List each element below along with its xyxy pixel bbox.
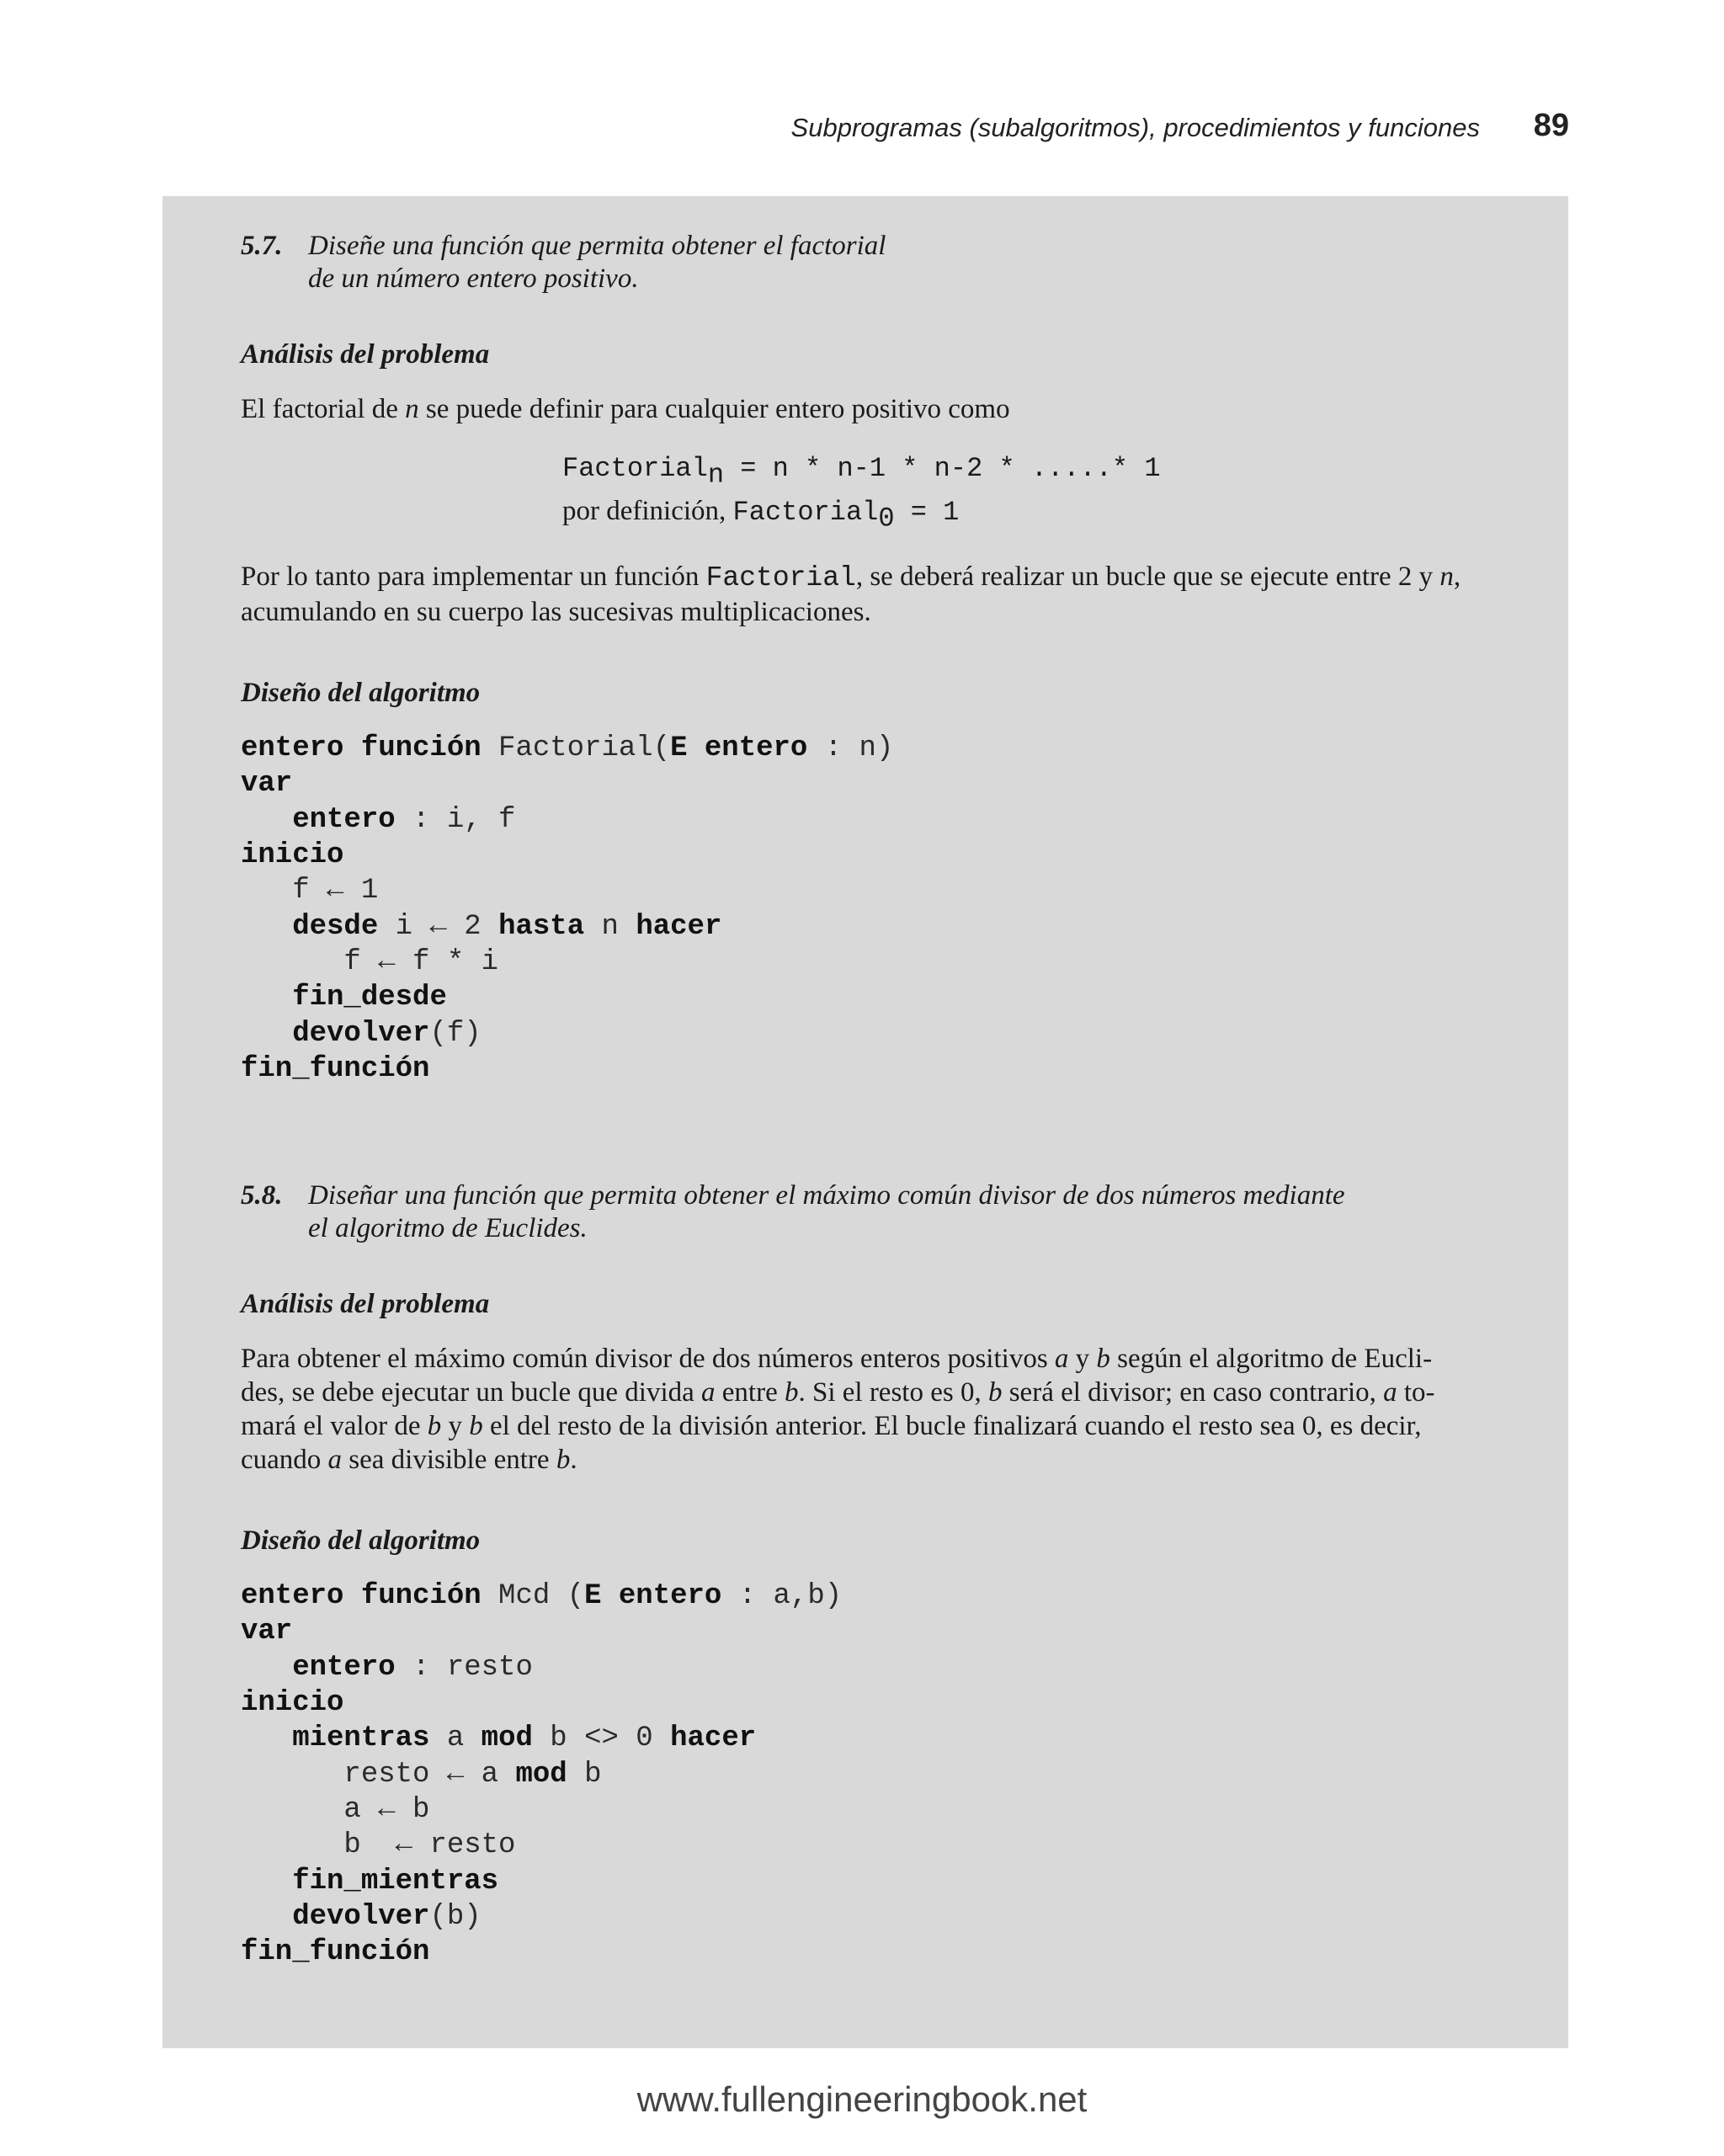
factorial-formula: Factorial$_n$ = n * n-1 * n-2 * .....* 1 por definición, Factorial$_0$ = 1 bbox=[562, 453, 1161, 535]
exercise-5-7-title bbox=[241, 230, 1529, 295]
exercise-5-8-title bbox=[241, 1179, 1529, 1245]
page-number: 89 bbox=[1533, 108, 1569, 143]
design-heading: Diseño del algoritmo bbox=[241, 1525, 481, 1557]
box-content bbox=[241, 230, 1529, 1970]
exercise-title-line: de un número entero positivo. bbox=[308, 264, 639, 294]
exercise-title-line: Diseñar una función que permita obtener el máximo común divisor de dos números mediante bbox=[308, 1180, 1345, 1211]
paragraph: Por lo tanto para implementar un función Factorial, se deberá realizar un bucle que se ejecute entre 2 y n, acumulando en su cuerpo las sucesivas multiplicaciones. bbox=[241, 562, 1461, 628]
paragraph-line: Para obtener el máximo común divisor de dos números enteros positivos a y b según el algoritmo de Eucli- bbox=[241, 1344, 1433, 1375]
exercise-number: 5.7. bbox=[241, 231, 283, 261]
exercise-box bbox=[162, 196, 1568, 2048]
paragraph-line: cuando a sea divisible entre b. bbox=[241, 1445, 577, 1476]
analysis-heading: Análisis del problema bbox=[241, 339, 490, 370]
paragraph: El factorial de n se puede definir para cualquier entero positivo como bbox=[241, 394, 1010, 424]
running-title: Subprogramas (subalgoritmos), procedimientos y funciones bbox=[790, 113, 1480, 142]
code-block-factorial: entero función Factorial(E entero : n) var entero : i, f inicio f ← 1 desde i ← 2 hasta n hacer f ← f * i fin_desde devolver(f) fin_función bbox=[241, 732, 894, 1085]
page-header bbox=[0, 108, 1724, 150]
analysis-heading: Análisis del problema bbox=[241, 1289, 490, 1320]
exercise-title-line: Diseñe una función que permita obtener el factorial bbox=[308, 231, 886, 261]
exercise-number: 5.8. bbox=[241, 1180, 283, 1211]
paragraph-line: mará el valor de b y b el del resto de la división anterior. El bucle finalizará cuando el resto sea 0, es decir, bbox=[241, 1411, 1422, 1442]
paragraph-line: des, se debe ejecutar un bucle que divida a entre b. Si el resto es 0, b será el divisor; en caso contrario, a to- bbox=[241, 1377, 1435, 1408]
code-block-mcd: entero función Mcd (E entero : a,b) var entero : resto inicio mientras a mod b <> 0 hacer resto ← a mod b a ← b b ← resto fin_mientras devolver(b) fin_función bbox=[241, 1580, 843, 1969]
footer-url: www.fullengineeringbook.net bbox=[636, 2079, 1088, 2119]
exercise-title-line: el algoritmo de Euclides. bbox=[308, 1213, 588, 1244]
design-heading: Diseño del algoritmo bbox=[241, 678, 481, 709]
paragraph-euclides bbox=[241, 1342, 1529, 1477]
